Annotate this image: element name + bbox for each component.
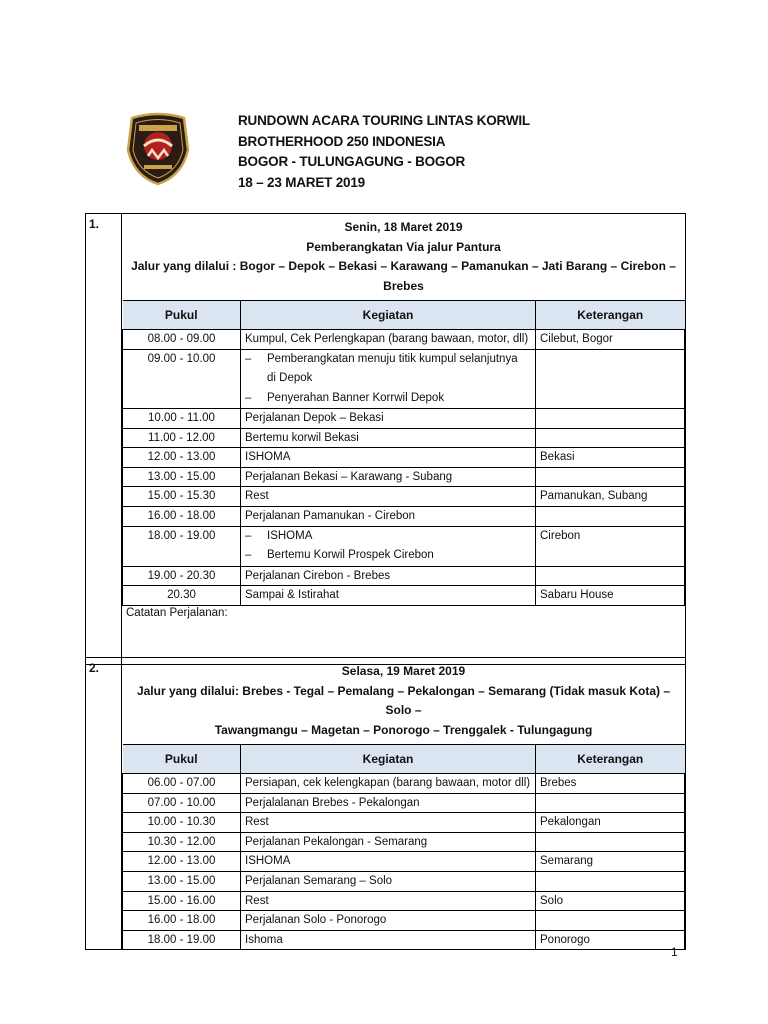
page-number: 1 [671, 945, 678, 959]
time-cell: 16.00 - 18.00 [123, 911, 241, 931]
header-title: RUNDOWN ACARA TOURING LINTAS KORWIL [238, 113, 530, 128]
note-cell: Pamanukan, Subang [536, 487, 685, 507]
table-header-row [123, 745, 685, 774]
table-row [123, 566, 685, 586]
section-2 [85, 657, 686, 950]
column-header: Kegiatan [241, 745, 536, 774]
bullet-text: Penyerahan Banner Korrwil Depok [267, 391, 445, 404]
table-row [123, 911, 685, 931]
note-cell [536, 871, 685, 891]
bullet-dash: – [245, 391, 252, 404]
time-cell: 07.00 - 10.00 [123, 793, 241, 813]
bullet-text: Bertemu Korwil Prospek Cirebon [267, 549, 434, 562]
bullet-text: Pemberangkatan menuju titik kumpul selanjutnya [267, 352, 518, 365]
column-header: Keterangan [536, 301, 685, 330]
note-cell: Cilebut, Bogor [536, 330, 685, 350]
note-cell [536, 349, 685, 409]
bullet-dash: – [245, 549, 252, 562]
day-title [122, 658, 685, 744]
time-cell: 10.30 - 12.00 [123, 832, 241, 852]
header-route: BOGOR - TULUNGAGUNG - BOGOR [238, 154, 466, 169]
table-row [123, 487, 685, 507]
time-cell: 18.00 - 19.00 [123, 930, 241, 949]
day-title [122, 214, 685, 300]
note-cell: Brebes [536, 774, 685, 794]
activity-cell: Sampai & Istirahat [241, 586, 536, 605]
activity-bullet [245, 389, 531, 409]
route-line: Jalur yang dilalui: Brebes - Tegal – Pemalang – Pekalongan – Semarang (Tidak masuk Kota) – Solo – [136, 683, 671, 717]
brotherhood-logo [122, 110, 194, 186]
note-cell [536, 428, 685, 448]
activity-cell: ISHOMA [241, 852, 536, 872]
time-cell: 06.00 - 07.00 [123, 774, 241, 794]
column-header: Keterangan [536, 745, 685, 774]
time-cell: 16.00 - 18.00 [123, 507, 241, 527]
day-date: Senin, 18 Maret 2019 [344, 220, 463, 234]
time-cell: 15.00 - 15.30 [123, 487, 241, 507]
activity-cell: Rest [241, 487, 536, 507]
header-date: 18 – 23 MARET 2019 [238, 174, 365, 190]
time-cell: 20.30 [123, 586, 241, 605]
table-row [123, 330, 685, 350]
note-cell: Sabaru House [536, 586, 685, 605]
table-row [123, 428, 685, 448]
activity-cell: Rest [241, 813, 536, 833]
time-cell: 12.00 - 13.00 [123, 448, 241, 468]
note-cell: Bekasi [536, 448, 685, 468]
table-row [123, 930, 685, 949]
route-line: Brebes [383, 278, 424, 293]
bullet-dash: – [245, 529, 252, 542]
activity-cell: Perjalanan Semarang – Solo [241, 871, 536, 891]
travel-notes: Catatan Perjalanan: [126, 606, 228, 619]
time-cell: 13.00 - 15.00 [123, 467, 241, 487]
time-cell: 11.00 - 12.00 [123, 428, 241, 448]
header-org: BROTHERHOOD 250 INDONESIA [238, 133, 446, 149]
time-cell: 18.00 - 19.00 [123, 526, 241, 566]
schedule-table [122, 744, 685, 949]
activity-cell: Persiapan, cek kelengkapan (barang bawaan, motor dll) [241, 774, 536, 794]
route-line: Jalur yang dilalui : Bogor – Depok – Bekasi – Karawang – Pamanukan – Jati Barang – Cirebon – [131, 259, 676, 273]
activity-cell: Perjalanan Pekalongan - Semarang [241, 832, 536, 852]
activity-cell: Perjalanan Bekasi – Karawang - Subang [241, 467, 536, 487]
table-row [123, 409, 685, 429]
section-number: 2. [86, 658, 122, 950]
activity-cell: Perjalanan Depok – Bekasi [241, 409, 536, 429]
table-row [123, 507, 685, 527]
bullet-text: ISHOMA [267, 529, 313, 542]
bullet-text: di Depok [267, 372, 313, 385]
note-cell [536, 507, 685, 527]
activity-cell: Perjalanan Solo - Ponorogo [241, 911, 536, 931]
day-subtitle: Pemberangkatan Via jalur Pantura [306, 239, 501, 254]
activity-cell: Rest [241, 891, 536, 911]
table-row [123, 813, 685, 833]
activity-cell: Kumpul, Cek Perlengkapan (barang bawaan, motor, dll) [241, 330, 536, 350]
activity-cell: Perjalanan Pamanukan - Cirebon [241, 507, 536, 527]
activity-cell: Perjalanan Cirebon - Brebes [241, 566, 536, 586]
section-number: 1. [86, 214, 122, 665]
note-cell [536, 566, 685, 586]
day-date: Selasa, 19 Maret 2019 [341, 664, 466, 678]
activity-bullet [245, 350, 531, 370]
note-cell [536, 409, 685, 429]
column-header: Pukul [123, 301, 241, 330]
note-cell [536, 911, 685, 931]
table-row [123, 774, 685, 794]
activity-bullet [245, 369, 531, 389]
time-cell: 12.00 - 13.00 [123, 852, 241, 872]
activity-cell: ISHOMA [241, 448, 536, 468]
time-cell: 09.00 - 10.00 [123, 349, 241, 409]
table-row [123, 448, 685, 468]
note-cell: Semarang [536, 852, 685, 872]
bullet-dash: – [245, 352, 252, 365]
time-cell: 19.00 - 20.30 [123, 566, 241, 586]
table-row [123, 586, 685, 605]
activity-cell: Perjalalanan Brebes - Pekalongan [241, 793, 536, 813]
activity-bullet [245, 527, 531, 547]
note-cell: Ponorogo [536, 930, 685, 949]
route-line: Tawangmangu – Magetan – Ponorogo – Trenggalek - Tulungagung [214, 722, 593, 737]
table-row [123, 852, 685, 872]
time-cell: 10.00 - 11.00 [123, 409, 241, 429]
bullet-dash [245, 369, 267, 389]
table-row [123, 467, 685, 487]
table-row [123, 832, 685, 852]
table-row [123, 349, 685, 409]
note-cell [536, 467, 685, 487]
note-cell [536, 793, 685, 813]
table-row [123, 891, 685, 911]
note-cell: Pekalongan [536, 813, 685, 833]
note-cell: Cirebon [536, 526, 685, 566]
time-cell: 15.00 - 16.00 [123, 891, 241, 911]
note-cell: Solo [536, 891, 685, 911]
column-header: Kegiatan [241, 301, 536, 330]
activity-cell: Ishoma [241, 930, 536, 949]
column-header: Pukul [123, 745, 241, 774]
note-cell [536, 832, 685, 852]
table-header-row [123, 301, 685, 330]
table-row [123, 526, 685, 566]
activity-cell [241, 526, 536, 566]
table-row [123, 871, 685, 891]
time-cell: 10.00 - 10.30 [123, 813, 241, 833]
activity-cell [241, 349, 536, 409]
section-1 [85, 213, 686, 665]
activity-cell: Bertemu korwil Bekasi [241, 428, 536, 448]
activity-bullet [245, 546, 531, 566]
table-row [123, 793, 685, 813]
time-cell: 08.00 - 09.00 [123, 330, 241, 350]
schedule-table [122, 300, 685, 605]
document-header [238, 111, 530, 193]
time-cell: 13.00 - 15.00 [123, 871, 241, 891]
